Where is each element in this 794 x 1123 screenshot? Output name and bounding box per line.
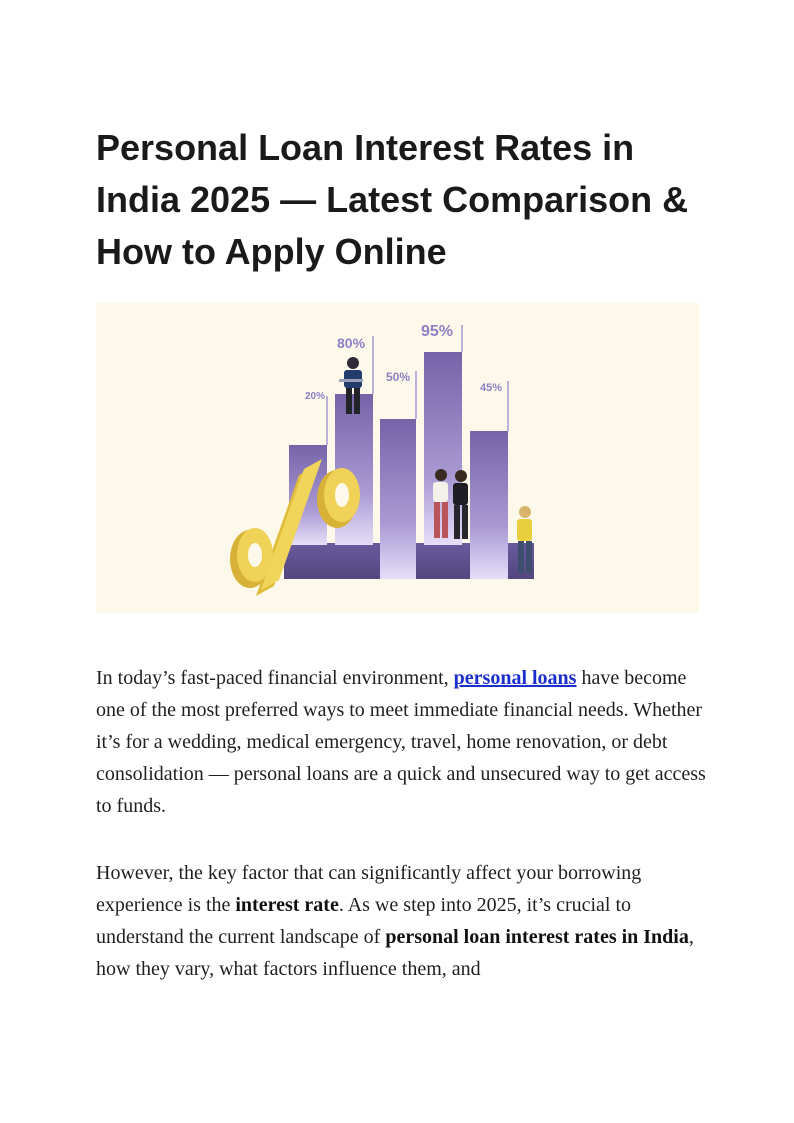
bold-rates-in-india: personal loan interest rates in India — [385, 926, 689, 948]
bold-interest-rate: interest rate — [235, 894, 339, 916]
bar-label-80: 80% — [337, 335, 366, 351]
article-title: Personal Loan Interest Rates in India 2025 — Latest Comparison & How to Apply Online — [96, 127, 689, 272]
bar-label-45: 45% — [480, 382, 503, 394]
intro-paragraph: In today’s fast-paced financial environment, personal loans have become one of the most preferred ways to meet immediate financial needs. Whether it’s for a wedding, medical emergency, travel, home renovation, or debt consolidation — personal loans are a quick and unsecured way to get access to funds. — [96, 667, 706, 817]
bar-label-50: 50% — [386, 370, 411, 384]
bar-label-95: 95% — [421, 323, 454, 340]
hero-illustration — [96, 303, 699, 613]
bar-label-20: 20% — [305, 391, 326, 402]
bar-45 — [470, 381, 508, 579]
personal-loans-link[interactable]: personal loans — [453, 667, 577, 689]
bar-50 — [380, 371, 416, 579]
interest-rate-paragraph: However, the key factor that can significantly affect your borrowing experience is the interest rate. As we step into 2025, it’s crucial to understand the current landscape of personal loan interest rates in India, how they vary, what factors influence them, and — [96, 862, 694, 980]
